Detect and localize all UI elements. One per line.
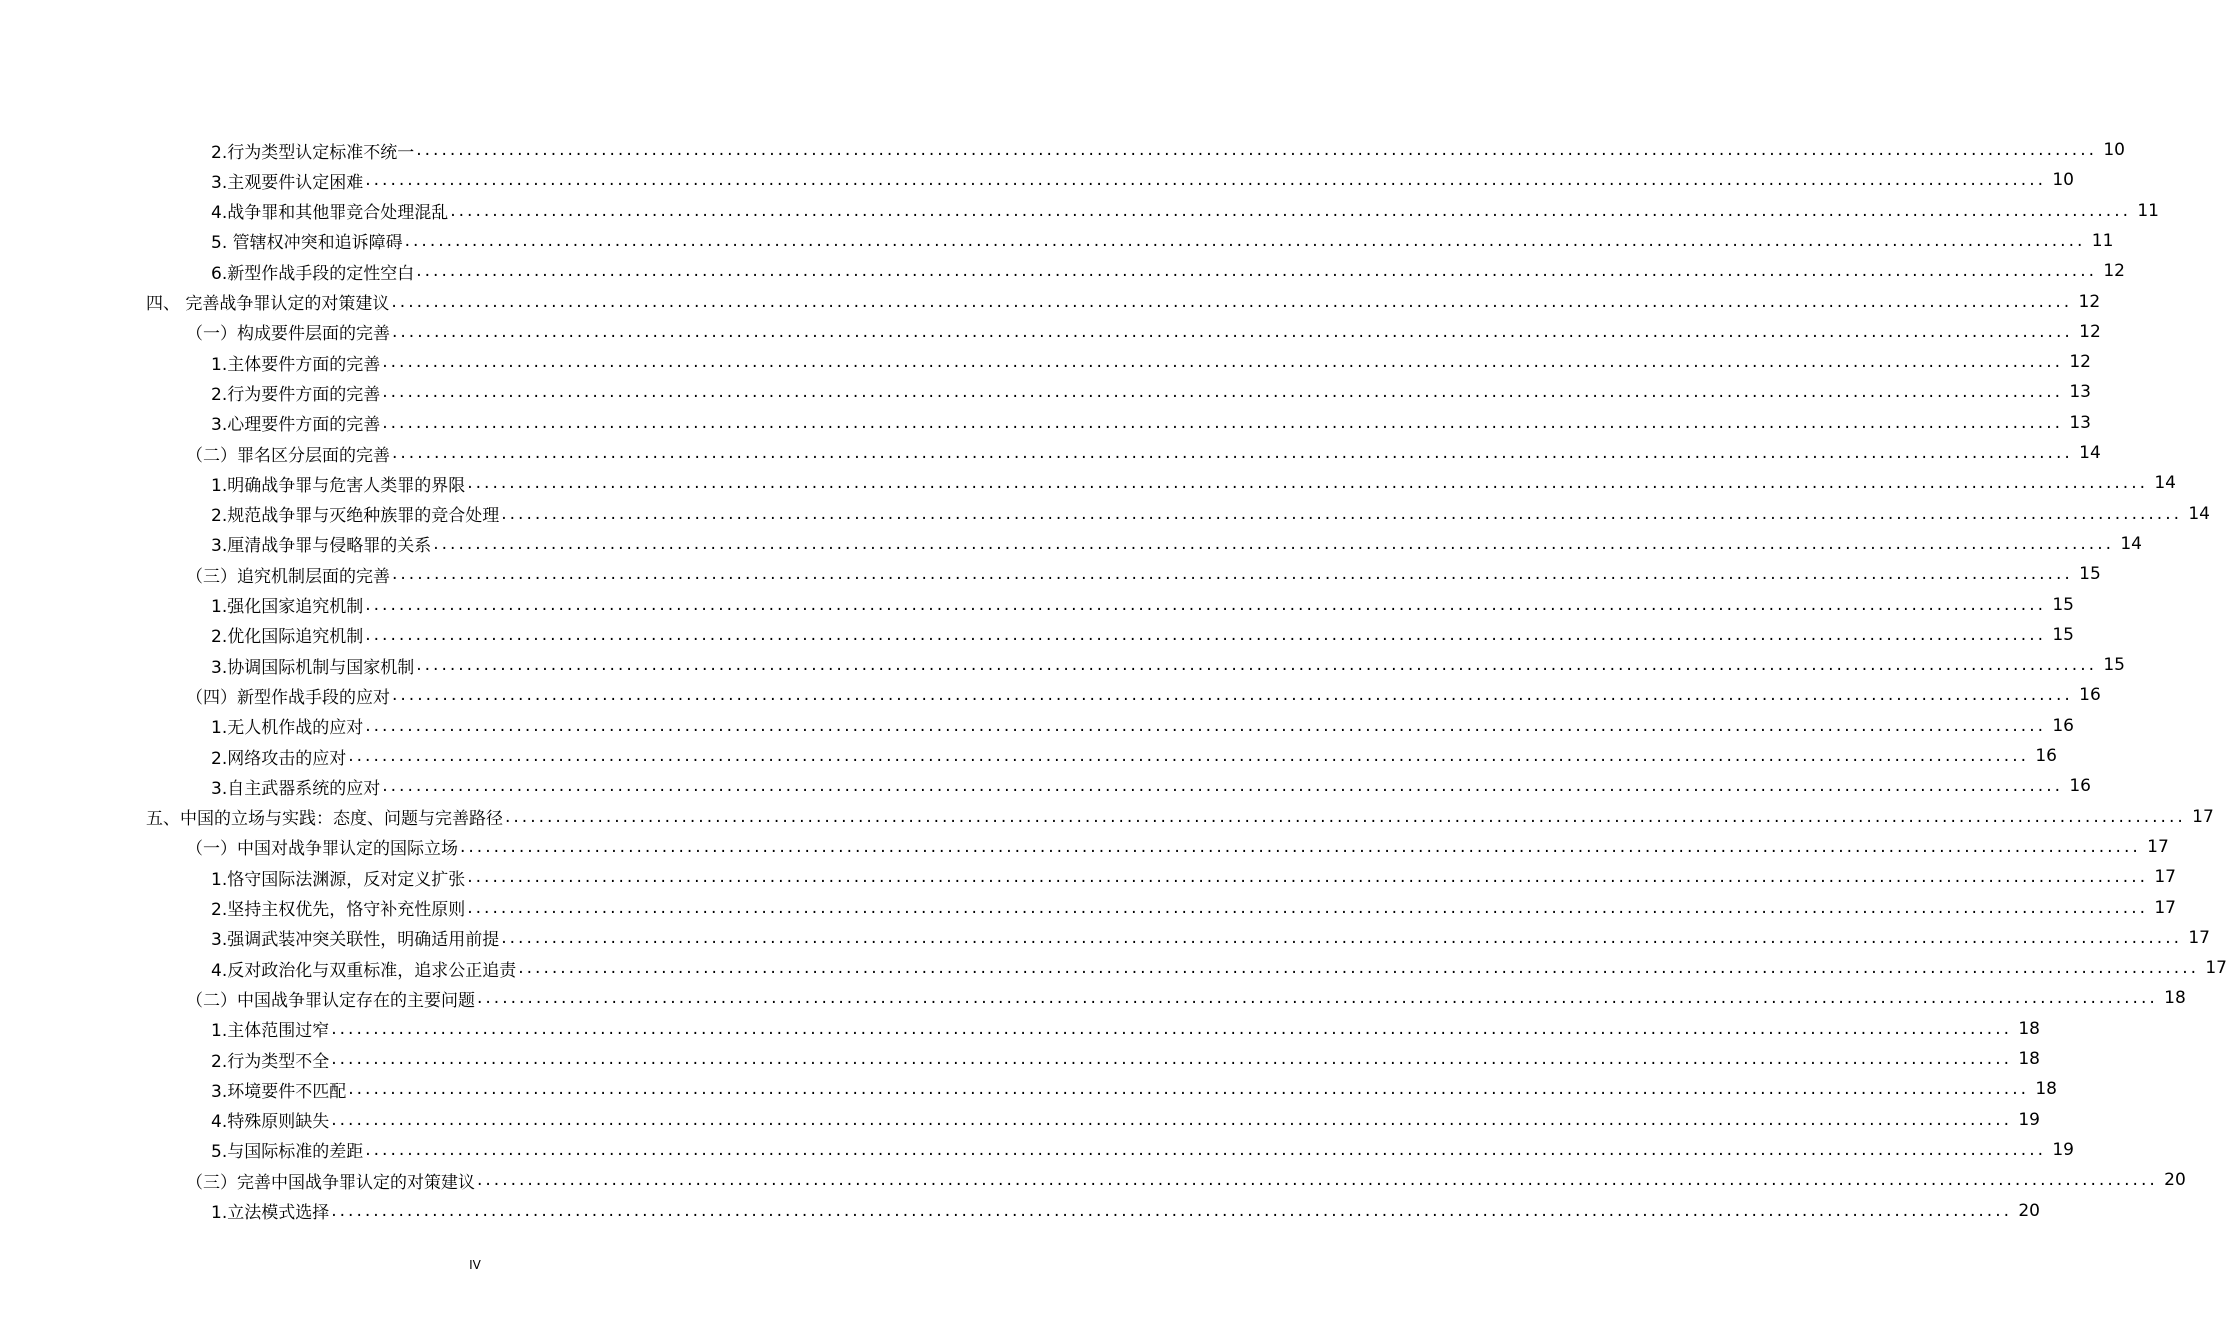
toc-entry-page: 12 [2069, 352, 2091, 373]
toc-entry-page: 12 [2103, 261, 2125, 282]
toc-entry-page: 14 [2120, 533, 2142, 554]
toc-entry-title: 4.反对政治化与双重标准，追求公正追责 [211, 960, 517, 981]
toc-entry-title: 五、中国的立场与实践：态度、问题与完善路径 [146, 809, 503, 830]
toc-entry-title: 6.新型作战手段的定性空白 [211, 263, 415, 284]
toc-entry-page: 20 [2018, 1200, 2040, 1221]
toc-entry[interactable] [146, 802, 2214, 832]
dot-leader: ........................................................................................................................................................................................................ [467, 867, 2148, 888]
toc-entry-title: 1.强化国家追究机制 [211, 597, 364, 617]
toc-entry-page: 15 [2079, 564, 2101, 585]
toc-entry-page: 16 [2079, 685, 2101, 706]
dot-leader: ........................................................................................................................................................................................................ [416, 140, 2097, 160]
toc-entry-page: 18 [2035, 1079, 2057, 1100]
toc-entry-page: 15 [2052, 594, 2074, 615]
toc-entry-title: 2.行为类型认定标准不统一 [211, 142, 415, 163]
toc-entry[interactable] [211, 499, 2210, 529]
toc-entry-title: 3.主观要件认定困难 [211, 172, 364, 193]
dot-leader: ........................................................................................................................................................................................................ [450, 200, 2131, 221]
toc-entry-page: 19 [2018, 1109, 2040, 1130]
toc-entry-page: 12 [2078, 291, 2101, 312]
dot-leader: ........................................................................................................................................................................................................ [392, 443, 2073, 463]
toc-entry-page: 18 [2018, 1018, 2040, 1039]
toc-entry-title: 2.坚持主权优先，恪守补充性原则 [211, 900, 466, 920]
dot-leader: ........................................................................................................................................................................................................ [518, 958, 2199, 979]
toc-entry-title: 3.环境要件不匹配 [211, 1081, 347, 1102]
toc-entry-page: 15 [2103, 655, 2125, 676]
toc-entry-title: 3.自主武器系统的应对 [211, 778, 381, 799]
toc-entry[interactable] [211, 650, 2125, 680]
toc-entry[interactable] [186, 832, 2169, 862]
toc-entry-page: 20 [2164, 1170, 2186, 1191]
dot-leader: ........................................................................................................................................................................................................ [501, 927, 2182, 948]
toc-entry[interactable] [211, 953, 2227, 983]
toc-entry[interactable] [211, 135, 2125, 165]
dot-leader: ........................................................................................................................................................................................................ [416, 655, 2097, 676]
toc-entry-page: 13 [2069, 382, 2091, 403]
toc-entry-title: （四）新型作战手段的应对 [186, 687, 390, 708]
toc-entry[interactable] [211, 1044, 2040, 1074]
toc-entry-page: 17 [2147, 836, 2169, 857]
toc-entry-title: 1.明确战争罪与危害人类罪的界限 [211, 475, 466, 496]
dot-leader: ........................................................................................................................................................................................................ [382, 776, 2063, 797]
toc-entry-title: 3.心理要件方面的完善 [211, 415, 381, 436]
toc-entry-page: 17 [2192, 806, 2214, 827]
toc-entry[interactable] [211, 1074, 2057, 1104]
toc-entry-title: 3.厘清战争罪与侵略罪的关系 [211, 536, 432, 557]
toc-entry-page: 16 [2052, 715, 2074, 736]
toc-entry[interactable] [186, 1165, 2186, 1195]
dot-leader: ........................................................................................................................................................................................................ [392, 685, 2073, 706]
toc-entry-page: 17 [2205, 958, 2227, 979]
toc-entry[interactable] [211, 893, 2176, 923]
toc-entry-page: 17 [2154, 867, 2176, 888]
toc-entry-title: （三）追究机制层面的完善 [186, 566, 390, 587]
dot-leader: ........................................................................................................................................................................................................ [382, 352, 2063, 373]
toc-entry[interactable] [211, 711, 2074, 741]
toc-entry-title: 1.主体要件方面的完善 [211, 354, 381, 375]
dot-leader: ........................................................................................................................................................................................................ [392, 564, 2073, 585]
dot-leader: ........................................................................................................................................................................................................ [348, 1079, 2029, 1100]
toc-entry[interactable] [146, 287, 2101, 317]
toc-entry-title: 3.强调武装冲突关联性，明确适用前提 [211, 930, 500, 951]
dot-leader: ........................................................................................................................................................................................................ [392, 321, 2073, 342]
toc-entry[interactable] [211, 771, 2091, 801]
toc-entry-title: 1.恪守国际法渊源，反对定义扩张 [211, 869, 466, 890]
toc-entry[interactable] [211, 1014, 2040, 1044]
toc-entry[interactable] [186, 983, 2186, 1013]
page-number: IV [469, 1258, 481, 1272]
toc-entry-title: 2.行为要件方面的完善 [211, 384, 381, 405]
toc-entry-page: 16 [2035, 746, 2057, 766]
toc-entry-page: 18 [2018, 1049, 2040, 1069]
dot-leader: ........................................................................................................................................................................................................ [460, 836, 2141, 857]
toc-entry[interactable] [211, 620, 2074, 650]
toc-entry-title: （二）罪名区分层面的完善 [186, 445, 390, 466]
toc-entry[interactable] [211, 226, 2114, 256]
toc-entry-page: 15 [2052, 624, 2074, 645]
toc-entry-page: 14 [2079, 443, 2101, 463]
toc-entry[interactable] [211, 347, 2091, 377]
toc-entry-page: 11 [2091, 230, 2114, 251]
toc-entry[interactable] [211, 1135, 2074, 1165]
toc-entry-title: 四、 完善战争罪认定的对策建议 [146, 294, 390, 314]
toc-entry[interactable] [211, 196, 2159, 226]
dot-leader: ........................................................................................................................................................................................................ [391, 291, 2073, 312]
dot-leader: ........................................................................................................................................................................................................ [331, 1018, 2012, 1039]
toc-entry-page: 12 [2079, 321, 2101, 342]
dot-leader: ........................................................................................................................................................................................................ [365, 594, 2046, 615]
toc-entry-page: 14 [2188, 503, 2210, 524]
toc-entry[interactable] [186, 680, 2101, 710]
toc-entry[interactable] [186, 559, 2101, 589]
toc-entry[interactable] [186, 438, 2101, 468]
dot-leader: ........................................................................................................................................................................................................ [501, 503, 2182, 524]
dot-leader: ........................................................................................................................................................................................................ [331, 1049, 2012, 1069]
toc-entry-title: （三）完善中国战争罪认定的对策建议 [186, 1172, 475, 1193]
dot-leader: ........................................................................................................................................................................................................ [382, 382, 2063, 403]
dot-leader: ........................................................................................................................................................................................................ [365, 1139, 2046, 1160]
toc-entry[interactable] [211, 1105, 2040, 1135]
dot-leader: ........................................................................................................................................................................................................ [433, 533, 2114, 554]
dot-leader: ........................................................................................................................................................................................................ [416, 261, 2097, 282]
toc-entry-page: 19 [2052, 1139, 2074, 1160]
toc-entry[interactable] [186, 317, 2101, 347]
toc-entry[interactable] [211, 165, 2074, 195]
toc-entry[interactable] [211, 862, 2176, 892]
toc-entry-title: 5. 管辖权冲突和追诉障碍 [211, 233, 403, 254]
toc-entry-title: 1.立法模式选择 [211, 1203, 330, 1223]
toc-entry-title: 4.战争罪和其他罪竞合处理混乱 [211, 203, 449, 224]
toc-entry-page: 17 [2188, 927, 2210, 948]
dot-leader: ........................................................................................................................................................................................................ [477, 1170, 2158, 1191]
toc-entry[interactable] [211, 377, 2091, 407]
dot-leader: ........................................................................................................................................................................................................ [365, 170, 2046, 191]
dot-leader: ........................................................................................................................................................................................................ [467, 897, 2148, 918]
dot-leader: ........................................................................................................................................................................................................ [365, 624, 2046, 645]
toc-entry[interactable] [211, 923, 2210, 953]
toc-entry-title: （一）构成要件层面的完善 [186, 324, 390, 345]
toc-entry-title: 2.优化国际追究机制 [211, 627, 364, 648]
toc-entry-title: 5.与国际标准的差距 [211, 1142, 364, 1163]
dot-leader: ........................................................................................................................................................................................................ [365, 715, 2046, 736]
dot-leader: ........................................................................................................................................................................................................ [331, 1109, 2012, 1130]
toc-entry-title: 2.规范战争罪与灭绝种族罪的竞合处理 [211, 506, 500, 527]
dot-leader: ........................................................................................................................................................................................................ [467, 473, 2148, 494]
toc-entry[interactable] [211, 256, 2125, 286]
toc-entry-page: 10 [2052, 170, 2074, 191]
toc-entry-title: （二）中国战争罪认定存在的主要问题 [186, 990, 475, 1011]
toc-entry-title: 4.特殊原则缺失 [211, 1112, 330, 1133]
toc-entry[interactable] [211, 408, 2091, 438]
dot-leader: ........................................................................................................................................................................................................ [477, 988, 2158, 1009]
toc-entry[interactable] [211, 529, 2142, 559]
toc-entry-title: 3.协调国际机制与国家机制 [211, 657, 415, 678]
toc-entry[interactable] [211, 468, 2176, 498]
toc-entry-page: 14 [2154, 473, 2176, 494]
toc-entry-page: 17 [2154, 897, 2176, 918]
dot-leader: ........................................................................................................................................................................................................ [348, 746, 2029, 766]
toc-entry[interactable] [211, 741, 2057, 771]
toc-entry-title: 1.主体范围过窄 [211, 1021, 330, 1042]
toc-entry-page: 10 [2103, 140, 2125, 160]
dot-leader: ........................................................................................................................................................................................................ [505, 806, 2186, 827]
toc-entry-page: 11 [2137, 200, 2159, 221]
dot-leader: ........................................................................................................................................................................................................ [331, 1200, 2012, 1221]
dot-leader: ........................................................................................................................................................................................................ [382, 412, 2063, 433]
dot-leader: ........................................................................................................................................................................................................ [404, 230, 2086, 251]
toc-entry-title: 2.行为类型不全 [211, 1051, 330, 1072]
toc-entry-page: 13 [2069, 412, 2091, 433]
toc-entry-page: 18 [2164, 988, 2186, 1009]
toc-entry-page: 16 [2069, 776, 2091, 797]
toc-entry-title: 2.网络攻击的应对 [211, 748, 347, 769]
toc-entry-title: 1.无人机作战的应对 [211, 718, 364, 739]
toc-entry[interactable] [211, 1196, 2040, 1226]
toc-entry-title: （一）中国对战争罪认定的国际立场 [186, 839, 458, 860]
toc-entry[interactable] [211, 590, 2074, 620]
